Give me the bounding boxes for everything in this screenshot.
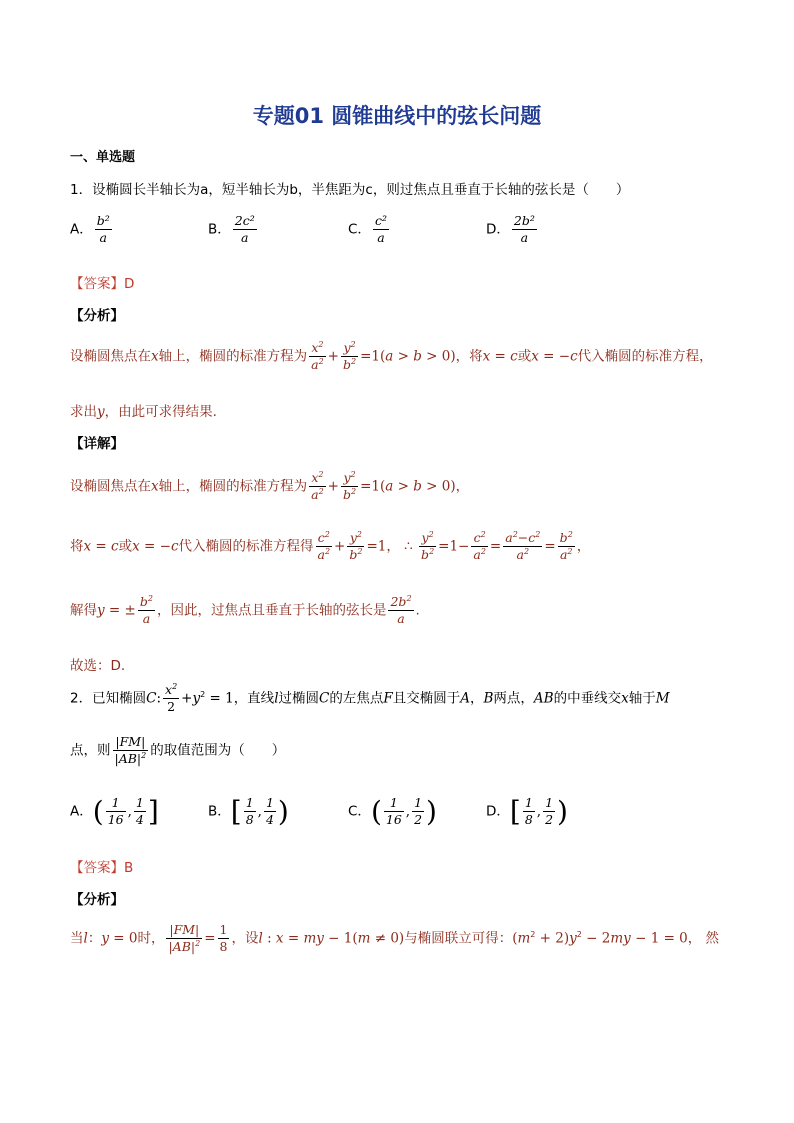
page-title: 专题01 圆锥曲线中的弦长问题 <box>252 104 542 128</box>
q2-option-b[interactable]: B．[ $\frac{1}{8}$ , $\frac{1}{4}$ ) <box>208 795 289 828</box>
q1-answer: 【答案】D <box>70 276 135 292</box>
q1-choose: 故选：D. <box>70 658 126 674</box>
q1-option-d[interactable]: D． $\frac{\text{2b²}}{a}$ <box>486 213 535 245</box>
section-heading: 一、单选题 <box>70 150 136 165</box>
q1-option-b[interactable]: B． $\frac{\text{2c²}}{a}$ <box>208 213 255 245</box>
q1-option-a[interactable]: A． $\frac{\text{b²}}{a}$ <box>70 213 110 245</box>
q1-stem: 1．设椭圆长半轴长为a，短半轴长为b，半焦距为c，则过焦点且垂直于长轴的弦长是（ ） <box>70 182 630 198</box>
q1-analysis-label: 【分析】 <box>70 308 124 324</box>
q2-option-d[interactable]: D．[ $\frac{1}{8}$ , $\frac{1}{2}$ ) <box>486 795 568 828</box>
q1-detail-label: 【详解】 <box>70 436 124 452</box>
q2-analysis-line-1: 当l：y = 0时， $\frac{|FM|}{|AB|^2}$ = $\frac{1}{8}$ ，设l : x = my − 1(m ≠ 0)与椭圆联立可得：$(m^2 + 2)y^2 - 2my - 1 = 0$， 然 <box>70 922 720 954</box>
q2-answer: 【答案】B <box>70 860 134 876</box>
q1-detail-line-3: 解得y = ± $\frac{b^2}{a}$ ，因此，过焦点且垂直于长轴的弦长是 $\frac{2b^2}{a}$ . <box>70 593 420 626</box>
q2-option-c[interactable]: C．( $\frac{1}{16}$ , $\frac{1}{2}$ ) <box>348 795 437 828</box>
q2-analysis-label: 【分析】 <box>70 892 124 908</box>
q1-option-c[interactable]: C． $\frac{\text{c²}}{a}$ <box>348 213 387 245</box>
q1-detail-line-2: 将x = c或x = −c代入椭圆的标准方程得 $\frac{c^2}{a^2}$ + $\frac{y^2}{b^2}$ =1， ∴ $\frac{y^2}{b^2}$ =1− $\frac{c^2}{a^2}$ = $\frac{a^2-c^2}{a^2}$ = $\frac{b^2}{a^2}$ ， <box>70 529 591 562</box>
q1-analysis-line-1: 设椭圆焦点在x轴上，椭圆的标准方程为 $\frac{x^2}{a^2}$ + $\frac{y^2}{b^2}$ =1(a > b > 0)，将x = c或x = −c代入椭圆的标准方程， <box>70 339 713 372</box>
q1-detail-line-1: 设椭圆焦点在x轴上，椭圆的标准方程为 $\frac{x^2}{a^2}$ + $\frac{y^2}{b^2}$ =1(a > b > 0)， <box>70 469 470 502</box>
q1-analysis-line-2: 求出y，由此可求得结果. <box>70 404 217 420</box>
q2-stem-line-2: 点，则 $\frac{|FM|}{|AB|^2}$ 的取值范围为（ ） <box>70 734 286 766</box>
q2-option-a[interactable]: A．( $\frac{1}{16}$ , $\frac{1}{4}$ ] <box>70 795 159 828</box>
q2-stem-line-1: 2．已知椭圆C: $\frac{x^2}{2}$ $+y^2 = 1$，直线l过椭圆C的左焦点F且交椭圆于A，B两点，AB的中垂线交x轴于M <box>70 681 670 714</box>
